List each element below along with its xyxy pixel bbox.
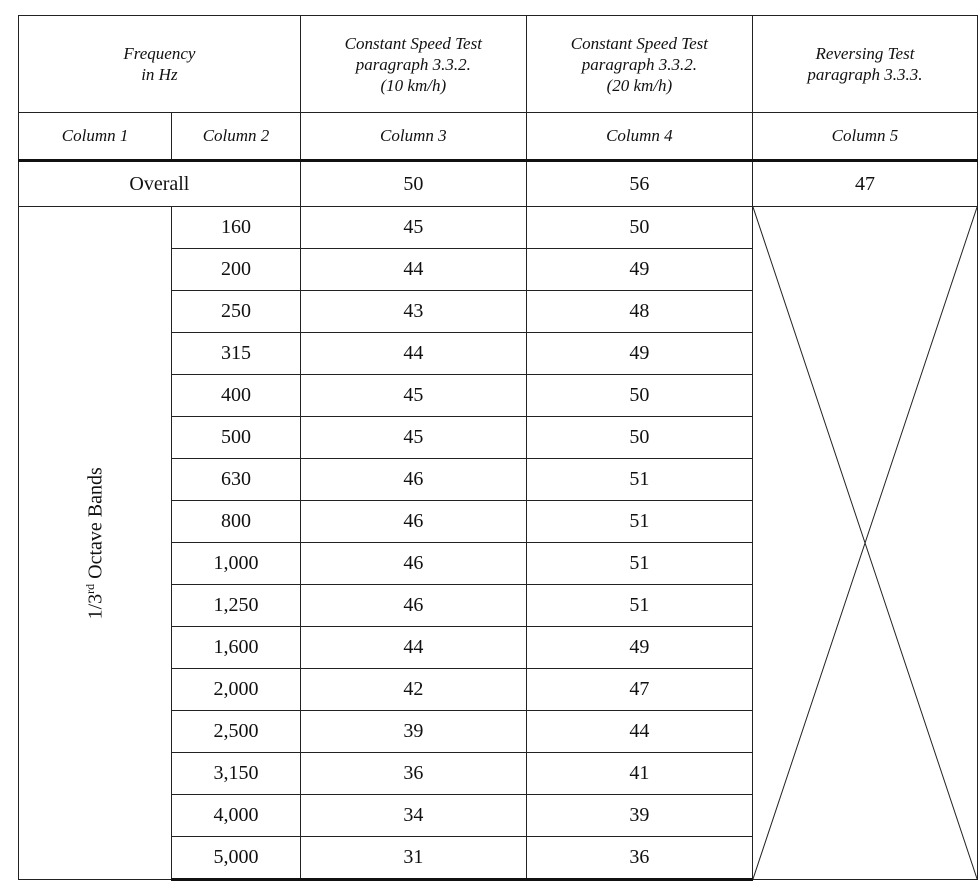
column-number-3: Column 3	[300, 113, 526, 161]
col4-header-line2: paragraph 3.3.2.	[581, 54, 697, 74]
column-number-5: Column 5	[752, 113, 977, 161]
col3-header-line2: paragraph 3.3.2.	[355, 54, 471, 74]
col4-header-line1: Constant Speed Test	[570, 33, 709, 53]
band-col4-value: 47	[526, 669, 752, 711]
band-frequency: 200	[172, 249, 301, 291]
octave-label-sup: rd	[82, 583, 97, 594]
band-col4-value: 44	[526, 711, 752, 753]
band-frequency: 500	[172, 417, 301, 459]
col5-header-line1: Reversing Test	[815, 44, 915, 63]
band-frequency: 250	[172, 291, 301, 333]
octave-label-suffix: Octave Bands	[84, 466, 107, 584]
band-col4-value: 50	[526, 417, 752, 459]
octave-bands-label	[83, 467, 108, 619]
overall-row	[19, 161, 978, 207]
band-col4-value: 49	[526, 627, 752, 669]
band-frequency: 1,000	[172, 543, 301, 585]
frequency-header	[19, 16, 301, 113]
noise-limits-table	[18, 15, 978, 881]
band-frequency: 2,500	[172, 711, 301, 753]
band-frequency: 160	[172, 207, 301, 249]
band-frequency: 1,250	[172, 585, 301, 627]
band-col4-value: 51	[526, 459, 752, 501]
band-frequency: 2,000	[172, 669, 301, 711]
band-col4-value: 50	[526, 207, 752, 249]
band-col4-value: 49	[526, 333, 752, 375]
col5-header-line2: paragraph 3.3.3.	[807, 65, 923, 84]
octave-label-prefix: 1/3	[84, 593, 107, 620]
overall-col3: 50	[300, 161, 526, 207]
band-col4-value: 51	[526, 543, 752, 585]
band-col3-value: 46	[300, 585, 526, 627]
band-col4-value: 36	[526, 837, 752, 880]
band-frequency: 315	[172, 333, 301, 375]
band-col4-value: 41	[526, 753, 752, 795]
col3-header	[300, 16, 526, 113]
band-col4-value: 50	[526, 375, 752, 417]
not-applicable-cross-cell	[752, 207, 977, 880]
band-col3-value: 44	[300, 627, 526, 669]
band-col3-value: 36	[300, 753, 526, 795]
band-col3-value: 46	[300, 459, 526, 501]
header-row	[19, 16, 978, 113]
column-number-4: Column 4	[526, 113, 752, 161]
column-number-row	[19, 113, 978, 161]
band-col3-value: 43	[300, 291, 526, 333]
band-col4-value: 49	[526, 249, 752, 291]
band-frequency: 800	[172, 501, 301, 543]
band-frequency: 630	[172, 459, 301, 501]
cross-out-mark	[753, 207, 977, 879]
band-col3-value: 46	[300, 501, 526, 543]
band-col3-value: 44	[300, 249, 526, 291]
band-col4-value: 51	[526, 585, 752, 627]
frequency-header-line2: in Hz	[141, 65, 178, 84]
band-frequency: 400	[172, 375, 301, 417]
band-frequency: 1,600	[172, 627, 301, 669]
band-col4-value: 51	[526, 501, 752, 543]
band-frequency: 5,000	[172, 837, 301, 880]
band-row	[19, 207, 978, 249]
band-col3-value: 34	[300, 795, 526, 837]
band-col4-value: 39	[526, 795, 752, 837]
band-col3-value: 45	[300, 375, 526, 417]
overall-label: Overall	[19, 161, 301, 207]
band-col4-value: 48	[526, 291, 752, 333]
column-number-1: Column 1	[19, 113, 172, 161]
col3-header-line3: (10 km/h)	[380, 75, 447, 95]
col5-header	[752, 16, 977, 113]
overall-col5: 47	[752, 161, 977, 207]
band-frequency: 4,000	[172, 795, 301, 837]
col4-header-line3: (20 km/h)	[606, 75, 673, 95]
column-number-2: Column 2	[172, 113, 301, 161]
band-col3-value: 44	[300, 333, 526, 375]
band-col3-value: 46	[300, 543, 526, 585]
band-col3-value: 45	[300, 417, 526, 459]
overall-col4: 56	[526, 161, 752, 207]
band-col3-value: 39	[300, 711, 526, 753]
col4-header	[526, 16, 752, 113]
band-frequency: 3,150	[172, 753, 301, 795]
band-col3-value: 45	[300, 207, 526, 249]
band-col3-value: 42	[300, 669, 526, 711]
octave-bands-label-cell	[19, 207, 172, 880]
band-col3-value: 31	[300, 837, 526, 880]
frequency-header-line1: Frequency	[123, 44, 196, 63]
col3-header-line1: Constant Speed Test	[344, 33, 482, 53]
